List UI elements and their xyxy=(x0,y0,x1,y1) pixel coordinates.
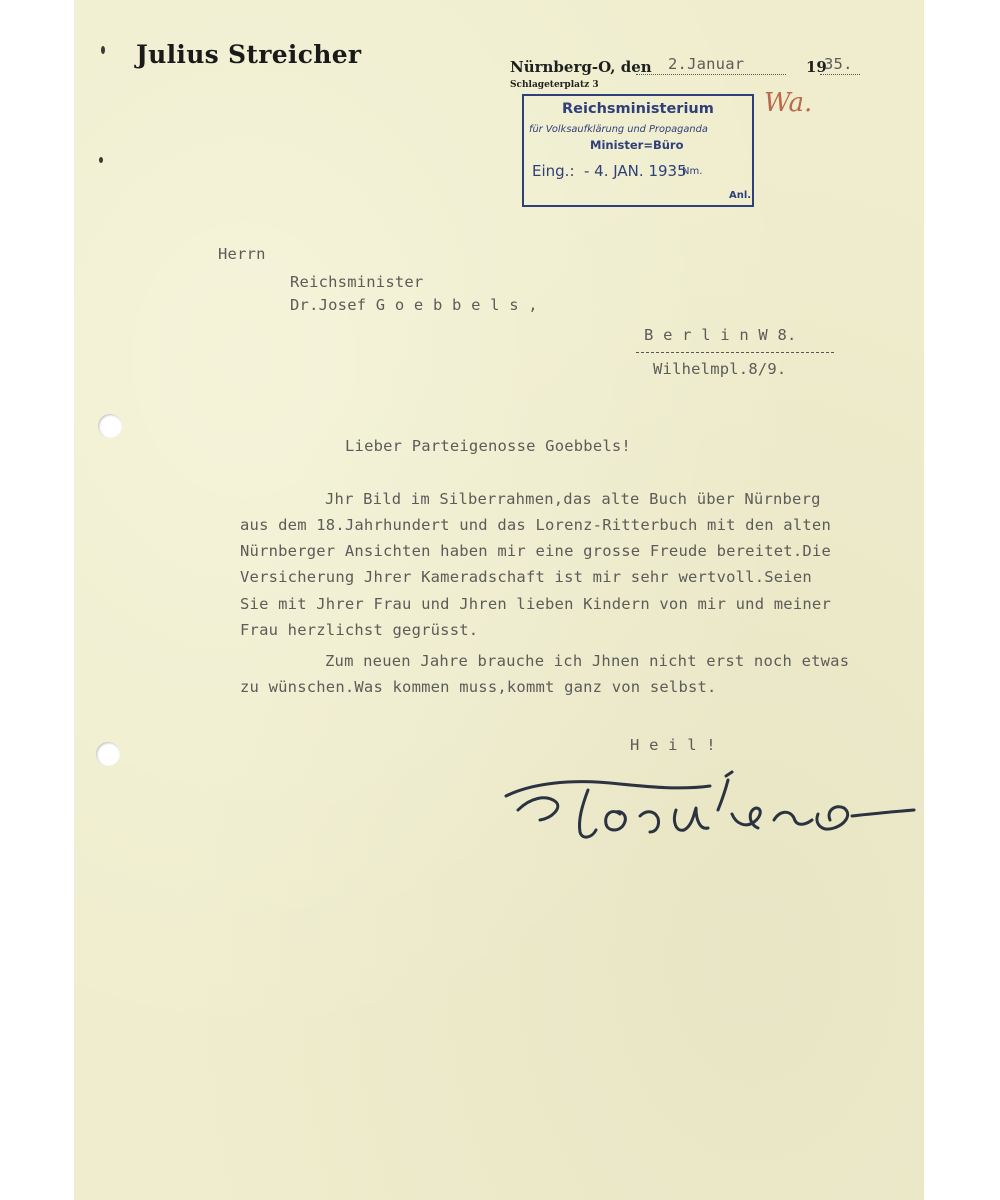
date-day-month: 2.Januar xyxy=(668,55,745,73)
handwritten-initial: Wa. xyxy=(764,88,813,118)
letterhead-place: Nürnberg-O, den xyxy=(510,58,652,76)
date-dotted-line xyxy=(636,74,786,75)
recipient-city-underline xyxy=(636,352,834,353)
ink-smudge xyxy=(99,157,103,163)
recipient-salutation: Herrn xyxy=(218,245,266,263)
recipient-city: B e r l i n W 8. xyxy=(644,326,797,344)
ministry-received-stamp xyxy=(522,94,754,207)
body-line: aus dem 18.Jahrhundert und das Lorenz-Ritterbuch mit den alten xyxy=(240,516,831,534)
letterhead-street: Schlageterplatz 3 xyxy=(510,80,599,90)
greeting: Lieber Parteigenosse Goebbels! xyxy=(345,437,631,455)
stamp-line-ministry: Reichsministerium xyxy=(562,101,714,117)
recipient-street: Wilhelmpl.8/9. xyxy=(653,360,787,378)
closing-heil: H e i l ! xyxy=(630,736,716,754)
stamp-line-department: für Volksaufklärung und Propaganda xyxy=(529,124,708,135)
body-line: Jhr Bild im Silberrahmen,das alte Buch über Nürnberg xyxy=(325,490,821,508)
recipient-title: Reichsminister xyxy=(290,273,424,291)
stamp-received-suffix: Nm. xyxy=(682,166,703,177)
stamp-received-label: Eing.: xyxy=(532,162,575,180)
punch-hole-top xyxy=(98,414,122,438)
ink-smudge xyxy=(101,46,105,54)
handwritten-signature xyxy=(500,770,920,860)
body-line: Nürnberger Ansichten haben mir eine grosse Freude bereitet.Die xyxy=(240,542,831,560)
body-line: Sie mit Jhrer Frau und Jhren lieben Kindern von mir und meiner xyxy=(240,595,831,613)
stamp-line-office: Minister=Büro xyxy=(590,138,684,152)
date-year-prefix: 19 xyxy=(806,58,827,76)
letterhead-name: Julius Streicher xyxy=(136,40,362,69)
stamp-received-date: - 4. JAN. 1935 xyxy=(584,162,687,180)
punch-hole-bottom xyxy=(96,742,120,766)
body-line: Versicherung Jhrer Kameradschaft ist mir sehr wertvoll.Seien xyxy=(240,568,812,586)
recipient-name: Dr.Josef G o e b b e l s , xyxy=(290,296,538,314)
stamp-attachments-label: Anl. xyxy=(729,190,752,201)
date-year-suffix: 35. xyxy=(824,55,853,73)
body-line: Zum neuen Jahre brauche ich Jhnen nicht erst noch etwas xyxy=(325,652,850,670)
body-line: Frau herzlichst gegrüsst. xyxy=(240,621,479,639)
body-line: zu wünschen.Was kommen muss,kommt ganz von selbst. xyxy=(240,678,717,696)
